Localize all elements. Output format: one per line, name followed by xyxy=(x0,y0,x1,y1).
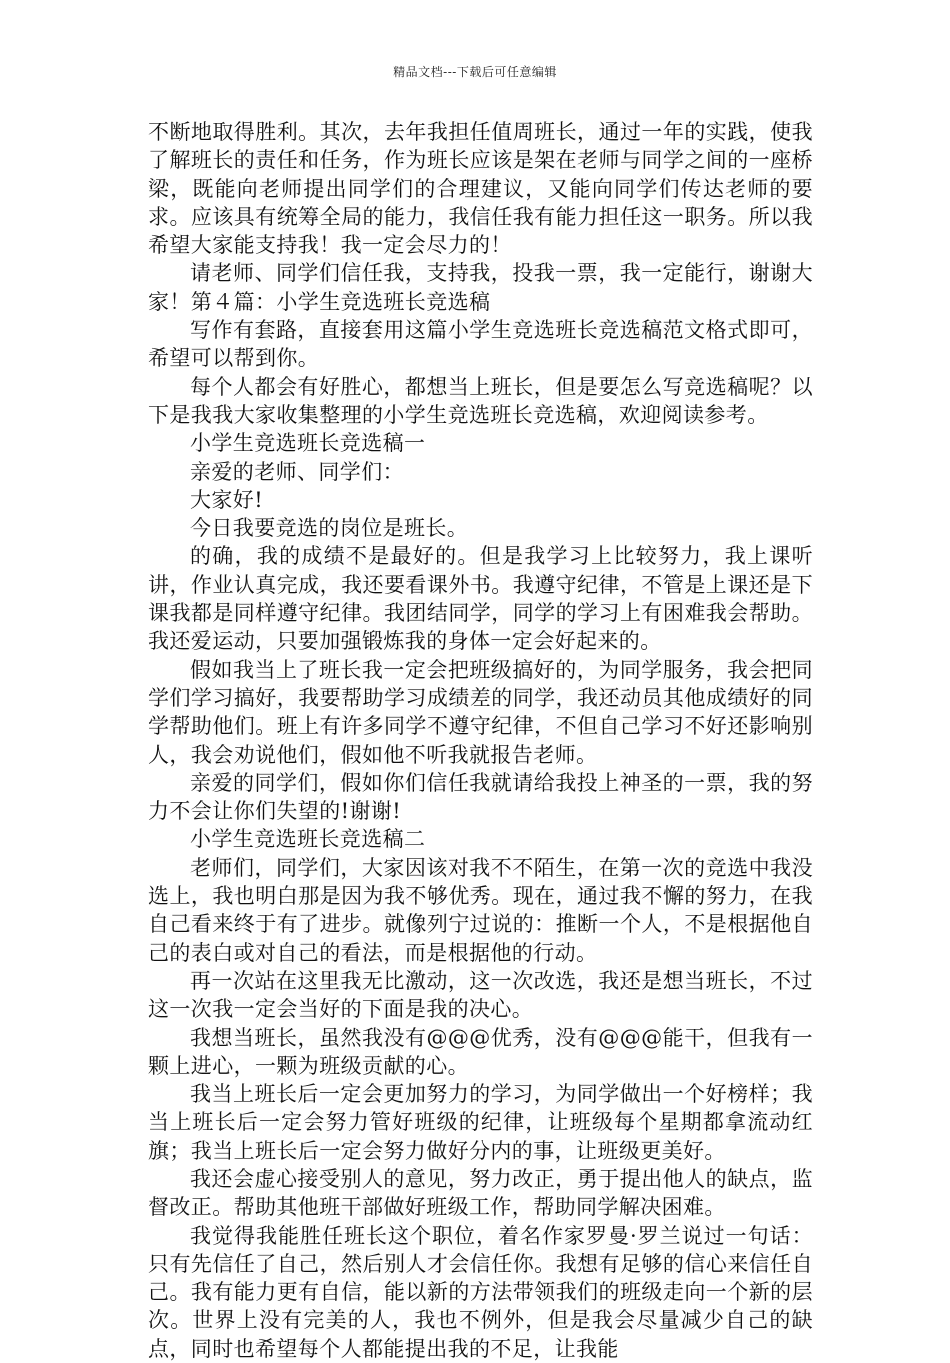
paragraph: 的确，我的成绩不是最好的。但是我学习上比较努力，我上课听讲，作业认真完成，我还要看课外书。我遵守纪律，不管是上课还是下课我都是同样遵守纪律。我团结同学，同学的学习上有困难我会帮助。我还爱运动，只要加强锻炼我的身体一定会好起来的。 xyxy=(148,544,813,654)
paragraph: 我觉得我能胜任班长这个职位，着名作家罗曼·罗兰说过一句话：只有先信任了自己，然后别人才会信任你。我想有足够的信心来信任自己。我有能力更有自信，能以新的方法带领我们的班级走向一个新的层次。世界上没有完美的人，我也不例外，但是我会尽量减少自己的缺点，同时也希望每个人都能提出我的不足，让我能 xyxy=(148,1223,813,1361)
paragraph: 我想当班长，虽然我没有@@@优秀，没有@@@能干，但我有一颗上进心，一颗为班级贡献的心。 xyxy=(148,1025,813,1078)
paragraph: 再一次站在这里我无比激动，这一次改选，我还是想当班长，不过这一次我一定会当好的下面是我的决心。 xyxy=(148,968,813,1022)
paragraph: 请老师、同学们信任我，支持我，投我一票，我一定能行，谢谢大家！第４篇：小学生竞选班长竞选稿 xyxy=(148,261,813,314)
paragraph: 假如我当上了班长我一定会把班级搞好的，为同学服务，我会把同学们学习搞好，我要帮助学习成绩差的同学，我还动员其他成绩好的同学帮助他们。班上有许多同学不遵守纪律，不但自己学习不好还影响别人，我会劝说他们，假如他不听我就报告老师。 xyxy=(148,657,813,767)
document-body xyxy=(148,118,813,1363)
page-header: 精品文档---下载后可任意编辑 xyxy=(393,65,557,79)
paragraph: 亲爱的同学们，假如你们信任我就请给我投上神圣的一票，我的努力不会让你们失望的!谢谢! xyxy=(148,770,813,824)
paragraph: 写作有套路，直接套用这篇小学生竞选班长竞选稿范文格式即可，希望可以帮到你。 xyxy=(148,318,813,371)
paragraph: 今日我要竞选的岗位是班长。 xyxy=(190,516,469,541)
paragraph: 每个人都会有好胜心，都想当上班长，但是要怎么写竞选稿呢？以下是我我大家收集整理的小学生竞选班长竞选稿，欢迎阅读参考。 xyxy=(148,374,813,427)
section-heading: 小学生竞选班长竞选稿二 xyxy=(190,827,426,852)
paragraph: 老师们，同学们，大家因该对我不不陌生，在第一次的竞选中我没选上，我也明白那是因为我不够优秀。现在，通过我不懈的努力，在我自己看来终于有了进步。就像列宁过说的：推断一个人，不是根据他自己的表白或对自己的看法，而是根据他的行动。 xyxy=(148,855,813,965)
section-heading: 小学生竞选班长竞选稿一 xyxy=(190,431,426,456)
paragraph: 我当上班长后一定会更加努力的学习，为同学做出一个好榜样；我当上班长后一定会努力管好班级的纪律，让班级每个星期都拿流动红旗；我当上班长后一定会努力做好分内的事，让班级更美好。 xyxy=(148,1082,813,1163)
paragraph: 我还会虚心接受别人的意见，努力改正，勇于提出他人的缺点，监督改正。帮助其他班干部做好班级工作，帮助同学解决困难。 xyxy=(148,1166,813,1220)
greeting: 大家好! xyxy=(190,487,264,512)
salutation: 亲爱的老师、同学们： xyxy=(190,459,404,484)
paragraph: 不断地取得胜利。其次，去年我担任值周班长，通过一年的实践，使我了解班长的责任和任务，作为班长应该是架在老师与同学之间的一座桥梁，既能向老师提出同学们的合理建议，又能向同学们传达老师的要求。应该具有统筹全局的能力，我信任我有能力担任这一职务。所以我希望大家能支持我！我一定会尽力的！ xyxy=(148,120,813,258)
